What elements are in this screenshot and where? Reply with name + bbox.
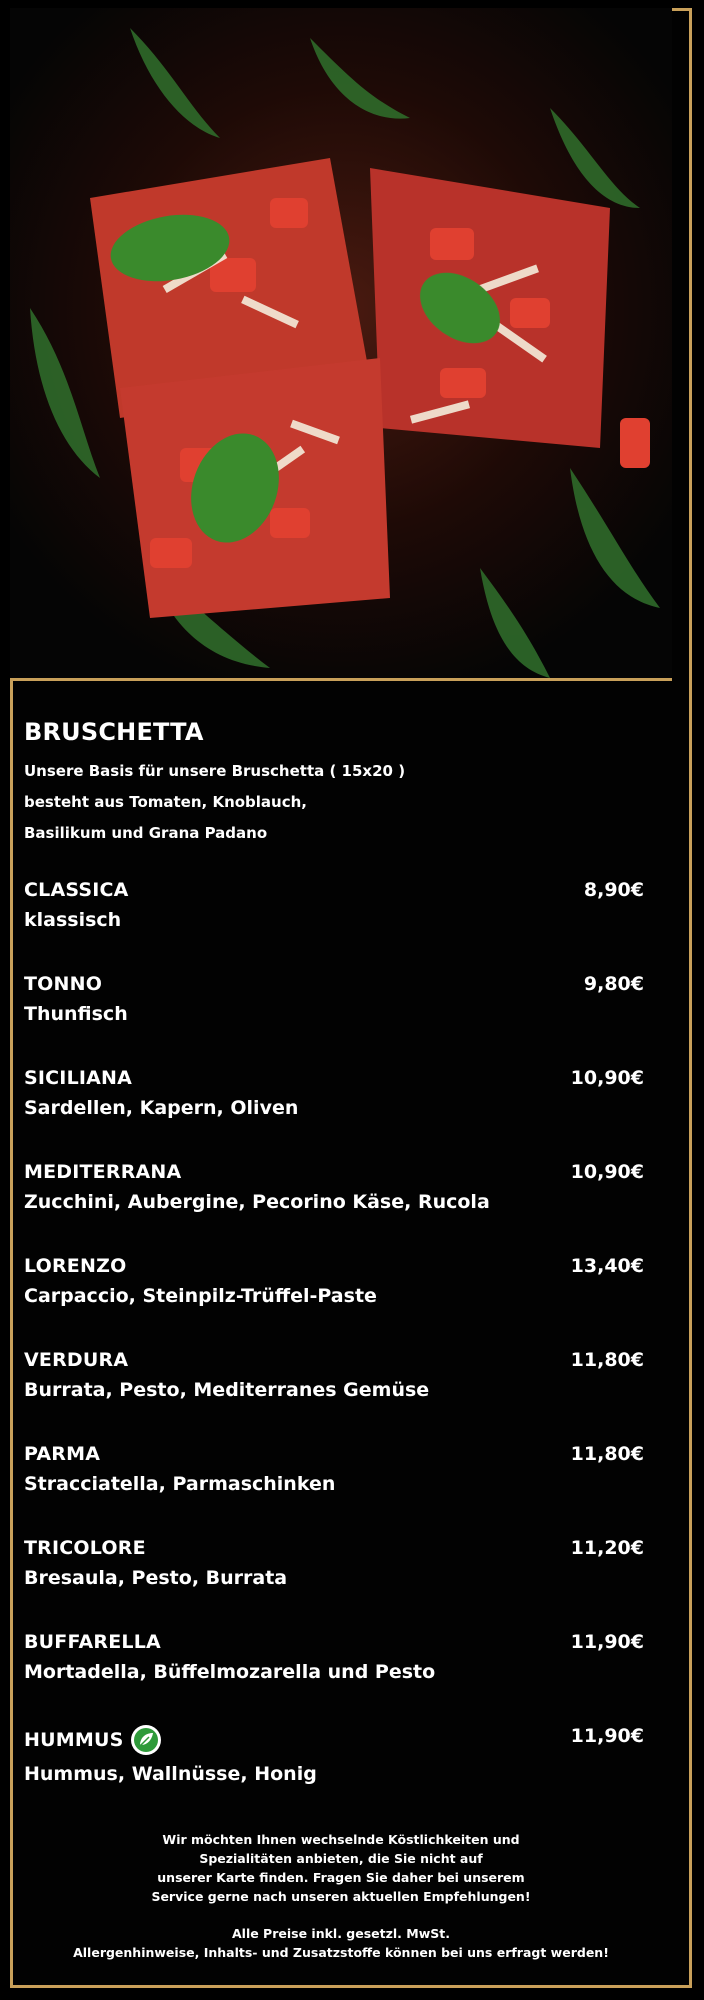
item-price: 8,90€ (583, 879, 644, 901)
bruschetta-illustration (10, 8, 672, 678)
item-name: MEDITERRANA (24, 1161, 182, 1183)
menu-item-parma (24, 1443, 658, 1537)
item-name: TONNO (24, 973, 103, 995)
item-description: Burrata, Pesto, Mediterranes Gemüse (24, 1379, 430, 1401)
item-description: Sardellen, Kapern, Oliven (24, 1097, 299, 1119)
menu-item-verdura (24, 1349, 658, 1443)
item-name: CLASSICA (24, 879, 129, 901)
item-name: PARMA (24, 1443, 101, 1465)
footer-line: Spezialitäten anbieten, die Sie nicht auf (199, 1851, 483, 1866)
bruschetta-photo (10, 8, 672, 678)
vegan-leaf-icon (131, 1725, 161, 1755)
item-price: 11,90€ (570, 1631, 644, 1653)
allergen-note: Allergenhinweise, Inhalts- und Zusatzstoffe können bei uns erfragt werden! (73, 1945, 609, 1960)
item-name: TRICOLORE (24, 1537, 146, 1559)
item-price: 13,40€ (570, 1255, 644, 1277)
section-intro (24, 756, 658, 849)
intro-line: Basilikum und Grana Padano (24, 824, 268, 842)
section-title: BRUSCHETTA (24, 718, 204, 746)
item-description: klassisch (24, 909, 122, 931)
item-price: 11,90€ (570, 1725, 644, 1747)
item-name: VERDURA (24, 1349, 129, 1371)
item-description: Thunfisch (24, 1003, 128, 1025)
menu-item-siciliana (24, 1067, 658, 1161)
item-description: Carpaccio, Steinpilz-Trüffel-Paste (24, 1285, 377, 1307)
item-price: 11,20€ (570, 1537, 644, 1559)
menu-footer (24, 1830, 658, 1962)
footer-line: Service gerne nach unseren aktuellen Empfehlungen! (151, 1889, 531, 1904)
item-price: 11,80€ (570, 1349, 644, 1371)
price-note: Alle Preise inkl. gesetzl. MwSt. (231, 1926, 450, 1941)
menu-item-tonno (24, 973, 658, 1067)
menu-item-lorenzo (24, 1255, 658, 1349)
item-name: LORENZO (24, 1255, 127, 1277)
item-name: SICILIANA (24, 1067, 133, 1089)
item-description: Mortadella, Büffelmozarella und Pesto (24, 1661, 436, 1683)
footer-line: Wir möchten Ihnen wechselnde Köstlichkeiten und (162, 1832, 520, 1847)
intro-line: besteht aus Tomaten, Knoblauch, (24, 793, 308, 811)
menu-item-hummus (24, 1725, 658, 1819)
menu-section (24, 700, 658, 1819)
menu-item-mediterrana (24, 1161, 658, 1255)
item-name-row (24, 1725, 658, 1755)
item-name: HUMMUS (24, 1729, 124, 1751)
menu-item-buffarella (24, 1631, 658, 1725)
item-price: 11,80€ (570, 1443, 644, 1465)
item-price: 9,80€ (583, 973, 644, 995)
item-name: BUFFARELLA (24, 1631, 161, 1653)
footer-line: unserer Karte finden. Fragen Sie daher bei unserem (157, 1870, 525, 1885)
item-description: Bresaula, Pesto, Burrata (24, 1567, 288, 1589)
menu-items (24, 879, 658, 1819)
menu-item-tricolore (24, 1537, 658, 1631)
menu-item-classica (24, 879, 658, 973)
intro-line: Unsere Basis für unsere Bruschetta ( 15x20 ) (24, 762, 406, 780)
item-description: Stracciatella, Parmaschinken (24, 1473, 336, 1495)
item-price: 10,90€ (570, 1067, 644, 1089)
photo-divider (10, 678, 672, 681)
item-description: Hummus, Wallnüsse, Honig (24, 1763, 317, 1785)
item-price: 10,90€ (570, 1161, 644, 1183)
item-description: Zucchini, Aubergine, Pecorino Käse, Rucola (24, 1191, 490, 1213)
